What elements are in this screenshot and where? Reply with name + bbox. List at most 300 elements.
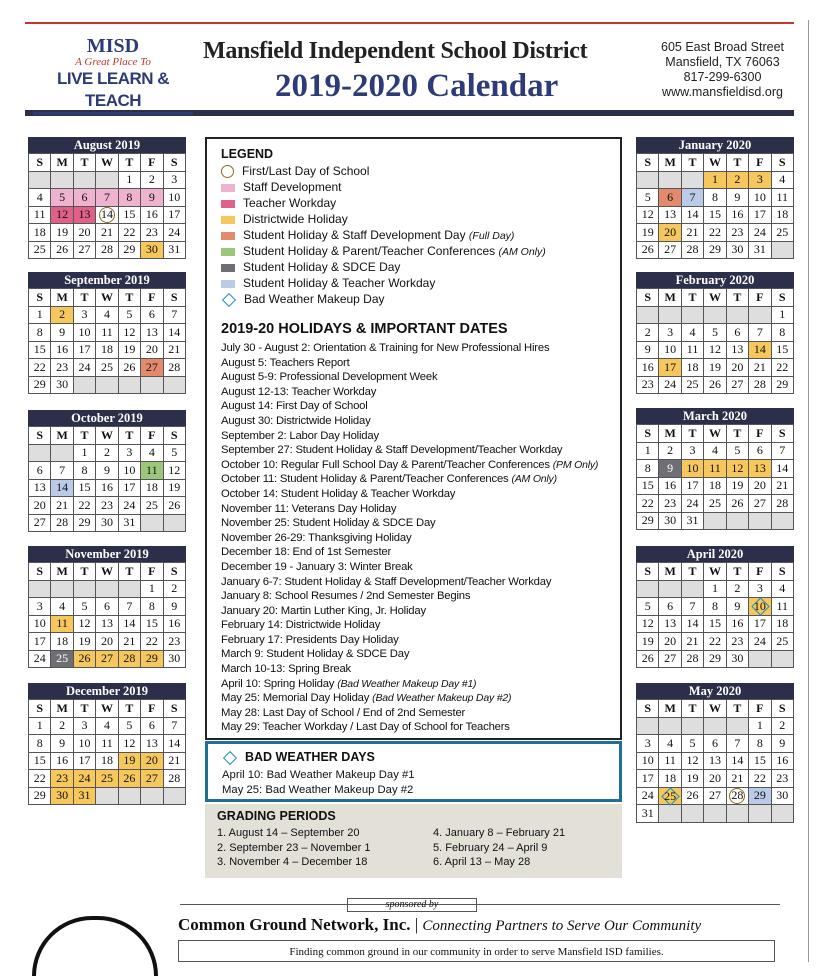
day-cell: 7 xyxy=(163,717,185,735)
grading-period: 4. January 8 – February 21 xyxy=(433,827,566,839)
month-grid xyxy=(636,699,794,823)
day-cell: 29 xyxy=(118,241,140,259)
holiday-note: (PM Only) xyxy=(552,458,599,471)
empty-day xyxy=(681,580,703,598)
color-swatch xyxy=(221,200,235,208)
day-cell: 3 xyxy=(163,171,185,189)
weekday-header: S xyxy=(163,700,185,718)
day-cell: 17 xyxy=(681,477,703,495)
day-cell: 29 xyxy=(73,514,95,532)
day-cell: 9 xyxy=(637,341,659,359)
day-cell: 20 xyxy=(96,633,118,651)
day-cell: 19 xyxy=(73,633,95,651)
holiday-line xyxy=(221,662,606,677)
weekday-header: M xyxy=(51,563,73,581)
empty-day xyxy=(51,171,73,189)
day-cell: 25 xyxy=(96,770,118,788)
day-cell: 24 xyxy=(681,495,703,513)
weekday-header: S xyxy=(771,289,793,307)
day-cell: 28 xyxy=(749,376,771,394)
day-cell: 4 xyxy=(771,171,793,189)
day-cell: 21 xyxy=(749,359,771,377)
legend-label: Teacher Workday xyxy=(243,196,337,210)
day-cell: 6 xyxy=(141,717,163,735)
empty-day xyxy=(29,171,51,189)
day-cell: 18 xyxy=(141,479,163,497)
weekday-header: F xyxy=(141,700,163,718)
sponsor-title: Common Ground Network, Inc. | Connecting Partners to Serve Our Community xyxy=(178,915,702,934)
grading-right-column xyxy=(433,826,565,870)
legend-label: Student Holiday & Teacher Workday xyxy=(243,276,436,290)
day-cell: 15 xyxy=(141,615,163,633)
weekday-header: T xyxy=(681,425,703,443)
holiday-text: December 18: End of 1st Semester xyxy=(221,546,392,559)
weekday-header: S xyxy=(771,563,793,581)
legend-item xyxy=(221,291,606,307)
day-cell: 1 xyxy=(704,580,726,598)
day-cell: 3 xyxy=(118,444,140,462)
month-title: May 2020 xyxy=(636,683,794,699)
month-title: February 2020 xyxy=(636,272,794,288)
weekday-header: T xyxy=(73,289,95,307)
day-cell: 21 xyxy=(118,633,140,651)
day-cell: 19 xyxy=(726,477,748,495)
weekday-header: S xyxy=(637,700,659,718)
day-cell: 26 xyxy=(681,787,703,805)
holiday-text: September 2: Labor Day Holiday xyxy=(221,429,379,442)
month-august-2019 xyxy=(28,137,186,259)
holiday-line xyxy=(221,647,606,662)
day-cell: 14 xyxy=(681,206,703,224)
legend-item xyxy=(221,275,606,291)
day-cell: 12 xyxy=(704,341,726,359)
day-cell: 10 xyxy=(749,189,771,207)
legend-list xyxy=(221,163,606,307)
weekday-header: S xyxy=(163,154,185,172)
month-title: December 2019 xyxy=(28,683,186,699)
day-cell: 18 xyxy=(704,477,726,495)
empty-day xyxy=(749,805,771,823)
month-grid xyxy=(636,288,794,394)
legend-label: Student Holiday & Parent/Teacher Conferences xyxy=(243,244,499,258)
sponsored-by-label: sponsored by xyxy=(347,898,477,912)
day-cell: 28 xyxy=(96,241,118,259)
day-cell: 22 xyxy=(73,497,95,515)
weekday-header: T xyxy=(681,289,703,307)
weekday-header: F xyxy=(749,289,771,307)
diamond-icon xyxy=(222,293,236,307)
holiday-text: December 19 - January 3: Winter Break xyxy=(221,560,413,573)
circle-icon xyxy=(221,165,234,178)
legend-item xyxy=(221,195,606,211)
day-cell: 9 xyxy=(726,189,748,207)
page-edge-rule xyxy=(808,20,809,962)
day-cell: 21 xyxy=(163,752,185,770)
month-title: September 2019 xyxy=(28,272,186,288)
holiday-line xyxy=(221,706,606,721)
day-cell: 1 xyxy=(704,171,726,189)
empty-day xyxy=(681,306,703,324)
empty-day xyxy=(141,514,163,532)
day-cell: 3 xyxy=(637,735,659,753)
day-cell: 19 xyxy=(163,479,185,497)
day-cell: 10 xyxy=(659,341,681,359)
contact-info xyxy=(661,40,784,100)
day-cell: 12 xyxy=(637,615,659,633)
holiday-line xyxy=(221,502,606,517)
day-cell: 26 xyxy=(726,495,748,513)
day-cell: 23 xyxy=(51,770,73,788)
day-cell: 4 xyxy=(96,306,118,324)
address-city: Mansfield, TX 76063 xyxy=(665,55,780,69)
day-cell: 22 xyxy=(637,495,659,513)
month-october-2019 xyxy=(28,410,186,532)
day-cell: 8 xyxy=(29,735,51,753)
weekday-header: S xyxy=(771,154,793,172)
empty-day xyxy=(118,580,140,598)
day-cell: 30 xyxy=(141,241,163,259)
day-cell: 9 xyxy=(771,735,793,753)
weekday-header: T xyxy=(73,563,95,581)
day-cell: 23 xyxy=(96,497,118,515)
holiday-line xyxy=(221,720,606,735)
day-cell: 13 xyxy=(659,615,681,633)
sponsor-mission: Finding common ground in our community in order to serve Mansfield ISD families. xyxy=(178,940,775,962)
color-swatch xyxy=(221,216,235,224)
empty-day xyxy=(771,805,793,823)
day-cell: 14 xyxy=(771,460,793,478)
month-december-2019 xyxy=(28,683,186,805)
day-cell: 25 xyxy=(771,633,793,651)
day-cell: 2 xyxy=(51,306,73,324)
day-cell: 26 xyxy=(163,497,185,515)
sponsor-slogan: Connecting Partners to Serve Our Community xyxy=(422,918,702,934)
day-cell: 27 xyxy=(96,650,118,668)
day-cell: 8 xyxy=(749,735,771,753)
grading-period: 1. August 14 – September 20 xyxy=(217,827,360,839)
day-cell: 22 xyxy=(29,770,51,788)
legend-label: Bad Weather Makeup Day xyxy=(244,292,385,306)
day-cell: 10 xyxy=(637,752,659,770)
day-cell: 1 xyxy=(29,717,51,735)
empty-day xyxy=(749,512,771,530)
day-cell: 19 xyxy=(637,224,659,242)
weekday-header: F xyxy=(749,425,771,443)
day-cell: 11 xyxy=(96,735,118,753)
day-cell: 2 xyxy=(771,717,793,735)
month-february-2020 xyxy=(636,272,794,394)
weekday-header: W xyxy=(96,563,118,581)
day-cell: 19 xyxy=(118,341,140,359)
day-cell: 24 xyxy=(659,376,681,394)
day-cell: 21 xyxy=(51,497,73,515)
weekday-header: W xyxy=(96,700,118,718)
empty-day xyxy=(637,306,659,324)
day-cell: 5 xyxy=(51,189,73,207)
day-cell: 2 xyxy=(637,324,659,342)
day-cell: 23 xyxy=(141,224,163,242)
day-cell: 24 xyxy=(29,650,51,668)
holiday-line xyxy=(221,575,606,590)
day-cell: 29 xyxy=(704,241,726,259)
day-cell: 30 xyxy=(51,376,73,394)
day-cell: 26 xyxy=(704,376,726,394)
day-cell: 16 xyxy=(637,359,659,377)
day-cell: 11 xyxy=(681,341,703,359)
weekday-header: M xyxy=(51,700,73,718)
holiday-text: September 27: Student Holiday & Staff Development/Teacher Workday xyxy=(221,444,563,457)
holiday-line xyxy=(221,356,606,371)
holiday-line xyxy=(221,370,606,385)
holiday-text: November 25: Student Holiday & SDCE Day xyxy=(221,517,436,530)
month-title: January 2020 xyxy=(636,137,794,153)
day-cell: 4 xyxy=(96,717,118,735)
day-cell: 10 xyxy=(163,189,185,207)
sponsor-org: Common Ground Network, Inc. xyxy=(178,915,411,934)
day-cell: 12 xyxy=(73,615,95,633)
holiday-text: January 8: School Resumes / 2nd Semester Begins xyxy=(221,590,471,603)
day-cell: 2 xyxy=(726,171,748,189)
holiday-line xyxy=(221,589,606,604)
legend-item xyxy=(221,179,606,195)
day-cell: 24 xyxy=(118,497,140,515)
month-title: March 2020 xyxy=(636,408,794,424)
day-cell: 30 xyxy=(726,650,748,668)
weekday-header: W xyxy=(96,427,118,445)
day-cell: 31 xyxy=(73,787,95,805)
day-cell: 18 xyxy=(29,224,51,242)
bad-weather-day-1: April 10: Bad Weather Makeup Day #1 xyxy=(222,769,415,781)
day-cell: 3 xyxy=(749,171,771,189)
day-cell: 14 xyxy=(163,735,185,753)
day-cell: 27 xyxy=(141,770,163,788)
day-cell: 18 xyxy=(681,359,703,377)
day-cell: 18 xyxy=(771,206,793,224)
day-cell: 5 xyxy=(118,717,140,735)
day-cell: 15 xyxy=(771,341,793,359)
day-cell: 17 xyxy=(637,770,659,788)
empty-day xyxy=(51,580,73,598)
website-link[interactable]: www.mansfieldisd.org xyxy=(662,85,783,99)
day-cell: 17 xyxy=(73,752,95,770)
day-cell: 17 xyxy=(29,633,51,651)
day-cell: 20 xyxy=(749,477,771,495)
holiday-line xyxy=(221,677,606,692)
day-cell: 23 xyxy=(771,770,793,788)
day-cell: 21 xyxy=(771,477,793,495)
day-cell: 13 xyxy=(29,479,51,497)
month-march-2020 xyxy=(636,408,794,530)
legend-item xyxy=(221,243,606,259)
color-swatch xyxy=(221,248,235,256)
day-cell: 15 xyxy=(704,206,726,224)
empty-day xyxy=(726,805,748,823)
day-cell: 29 xyxy=(704,650,726,668)
grading-left-column xyxy=(217,826,370,870)
day-cell: 14 xyxy=(726,752,748,770)
holiday-line xyxy=(221,618,606,633)
phone: 817-299-6300 xyxy=(683,70,762,84)
day-cell: 13 xyxy=(659,206,681,224)
day-cell: 22 xyxy=(704,633,726,651)
legend-label: Student Holiday & Staff Development Day xyxy=(243,228,469,242)
day-cell: 9 xyxy=(96,462,118,480)
day-cell: 11 xyxy=(96,324,118,342)
weekday-header: T xyxy=(726,425,748,443)
day-cell: 16 xyxy=(726,206,748,224)
day-cell: 6 xyxy=(749,442,771,460)
day-cell: 14 xyxy=(118,615,140,633)
day-cell: 4 xyxy=(29,189,51,207)
day-cell: 4 xyxy=(681,324,703,342)
day-cell: 2 xyxy=(51,717,73,735)
day-cell: 11 xyxy=(659,752,681,770)
day-cell: 17 xyxy=(749,615,771,633)
day-cell: 9 xyxy=(51,735,73,753)
day-cell: 1 xyxy=(771,306,793,324)
holiday-text: August 14: First Day of School xyxy=(221,400,368,413)
day-cell: 25 xyxy=(704,495,726,513)
day-cell: 8 xyxy=(704,189,726,207)
day-cell: 1 xyxy=(73,444,95,462)
day-cell: 10 xyxy=(73,324,95,342)
holiday-note: (AM Only) xyxy=(511,473,557,486)
day-cell: 25 xyxy=(141,497,163,515)
logo-tagline: A Great Place To xyxy=(75,56,151,68)
day-cell: 7 xyxy=(726,735,748,753)
empty-day xyxy=(704,306,726,324)
day-cell: 5 xyxy=(637,598,659,616)
day-cell: 28 xyxy=(771,495,793,513)
month-may-2020 xyxy=(636,683,794,823)
empty-day xyxy=(659,717,681,735)
holiday-text: May 25: Memorial Day Holiday xyxy=(221,692,373,705)
empty-day xyxy=(163,787,185,805)
day-cell: 27 xyxy=(73,241,95,259)
day-cell: 23 xyxy=(726,224,748,242)
month-title: August 2019 xyxy=(28,137,186,153)
day-cell: 20 xyxy=(29,497,51,515)
weekday-header: W xyxy=(704,425,726,443)
empty-day xyxy=(637,717,659,735)
holiday-text: August 30: Districtwide Holiday xyxy=(221,414,371,427)
month-grid xyxy=(636,424,794,530)
day-cell: 10 xyxy=(29,615,51,633)
day-cell: 20 xyxy=(141,341,163,359)
empty-day xyxy=(29,444,51,462)
district-title: Mansfield Independent School District xyxy=(203,38,588,64)
weekday-header: W xyxy=(704,563,726,581)
grading-title: GRADING PERIODS xyxy=(217,809,336,823)
holiday-text: May 29: Teacher Workday / Last Day of School for Teachers xyxy=(221,721,510,734)
holiday-text: July 30 - August 2: Orientation & Training for New Professional Hires xyxy=(221,342,550,354)
holiday-line xyxy=(221,472,606,487)
legend-title: LEGEND xyxy=(221,147,274,161)
legend-note: (AM Only) xyxy=(498,246,546,258)
day-cell: 25 xyxy=(29,241,51,259)
day-cell: 31 xyxy=(637,805,659,823)
day-cell: 13 xyxy=(141,324,163,342)
holiday-line xyxy=(221,604,606,619)
empty-day xyxy=(771,241,793,259)
day-cell: 24 xyxy=(73,359,95,377)
day-cell: 22 xyxy=(704,224,726,242)
empty-day xyxy=(118,787,140,805)
day-cell: 2 xyxy=(141,171,163,189)
day-cell: 28 xyxy=(163,359,185,377)
day-cell xyxy=(726,787,748,805)
day-cell: 31 xyxy=(681,512,703,530)
day-cell: 24 xyxy=(163,224,185,242)
day-cell: 18 xyxy=(51,633,73,651)
weekday-header: F xyxy=(141,427,163,445)
holiday-line xyxy=(221,414,606,429)
legend-label: First/Last Day of School xyxy=(242,164,370,178)
day-cell: 8 xyxy=(118,189,140,207)
day-cell: 27 xyxy=(659,650,681,668)
day-cell: 16 xyxy=(141,206,163,224)
legend-item xyxy=(221,163,606,179)
day-cell: 2 xyxy=(659,442,681,460)
empty-day xyxy=(681,805,703,823)
day-cell: 5 xyxy=(118,306,140,324)
day-cell: 1 xyxy=(637,442,659,460)
day-cell: 28 xyxy=(681,650,703,668)
month-grid xyxy=(28,562,186,668)
weekday-header: T xyxy=(73,700,95,718)
day-cell: 7 xyxy=(681,598,703,616)
day-cell: 24 xyxy=(749,224,771,242)
weekday-header: S xyxy=(771,700,793,718)
bad-weather-panel xyxy=(205,741,622,802)
day-cell: 3 xyxy=(29,598,51,616)
weekday-header: W xyxy=(704,154,726,172)
weekday-header: W xyxy=(704,700,726,718)
weekday-header: T xyxy=(73,427,95,445)
holiday-text: October 11: Student Holiday & Parent/Teacher Conferences xyxy=(221,473,512,486)
weekday-header: M xyxy=(51,289,73,307)
holiday-text: May 28: Last Day of School / End of 2nd Semester xyxy=(221,706,466,719)
day-cell: 23 xyxy=(726,633,748,651)
weekday-header: T xyxy=(681,563,703,581)
month-title: October 2019 xyxy=(28,410,186,426)
day-cell: 30 xyxy=(96,514,118,532)
day-cell: 29 xyxy=(29,376,51,394)
empty-day xyxy=(73,580,95,598)
month-grid xyxy=(28,153,186,259)
weekday-header: T xyxy=(726,700,748,718)
month-january-2020 xyxy=(636,137,794,259)
legend-item xyxy=(221,211,606,227)
empty-day xyxy=(749,650,771,668)
address-street: 605 East Broad Street xyxy=(661,40,784,54)
day-cell: 10 xyxy=(681,460,703,478)
holiday-text: November 26-29: Thanksgiving Holiday xyxy=(221,531,412,544)
empty-day xyxy=(141,787,163,805)
weekday-header: T xyxy=(118,427,140,445)
weekday-header: T xyxy=(726,563,748,581)
holiday-line xyxy=(221,443,606,458)
day-cell: 18 xyxy=(96,341,118,359)
day-cell: 28 xyxy=(163,770,185,788)
day-cell: 15 xyxy=(637,477,659,495)
day-cell: 4 xyxy=(704,442,726,460)
weekday-header: M xyxy=(659,154,681,172)
first-last-day-circle-icon: 14 xyxy=(100,206,113,221)
weekday-header: S xyxy=(163,289,185,307)
day-cell: 20 xyxy=(659,224,681,242)
weekday-header: M xyxy=(659,425,681,443)
